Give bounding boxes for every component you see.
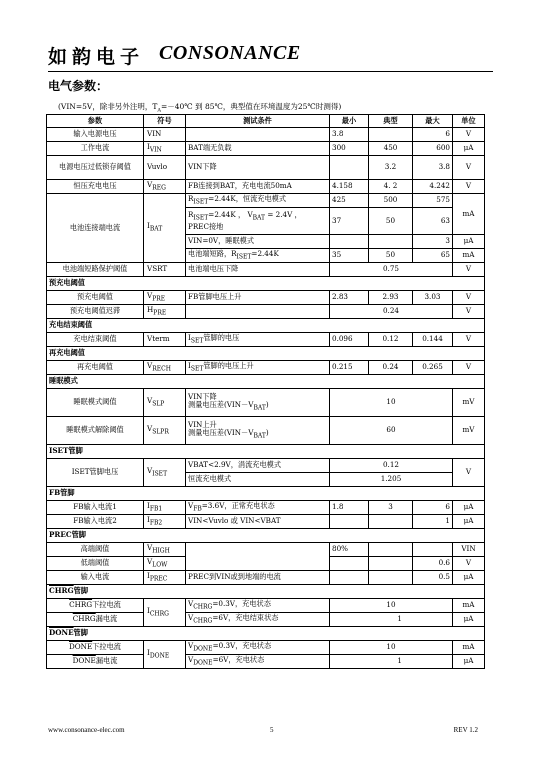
- min-cell: 3.8: [330, 128, 369, 142]
- param-cell: 预充电阈值迟滞: [47, 305, 144, 319]
- max-cell: 0.144: [413, 333, 453, 347]
- unit-cell: V: [453, 180, 485, 194]
- unit-cell: V: [453, 459, 485, 487]
- table-row: [47, 515, 485, 529]
- symbol-main: V: [147, 542, 153, 552]
- unit-cell: μA: [453, 655, 485, 669]
- symbol-cell: [144, 291, 186, 305]
- typ-cell: 450: [369, 142, 413, 156]
- header-typ: 典型: [369, 115, 413, 128]
- cond-part: =6V，充电状态: [212, 654, 265, 664]
- symbol-main: I: [147, 221, 150, 231]
- typ-cell: 10: [330, 641, 453, 655]
- symbol-sub: HIGH: [152, 547, 170, 555]
- unit-cell: V: [453, 156, 485, 180]
- symbol-main: I: [147, 570, 150, 580]
- min-cell: 1.8: [330, 501, 369, 515]
- section-label: [47, 627, 485, 641]
- unit-cell: mV: [453, 389, 485, 417]
- symbol-sub: FB1: [149, 505, 163, 513]
- symbol-main: V: [147, 556, 153, 566]
- condition-cell: [186, 128, 330, 142]
- cond-sub: BAT: [253, 404, 266, 412]
- table-row: [47, 156, 485, 180]
- symbol-sub: BAT: [149, 225, 163, 233]
- symbol-cell: [144, 571, 186, 585]
- min-cell: 35: [330, 249, 369, 263]
- symbol-cell: Vterm: [144, 333, 186, 347]
- min-cell: 4.158: [330, 180, 369, 194]
- typ-cell: [369, 515, 413, 529]
- min-cell: 2.83: [330, 291, 369, 305]
- condition-cell: [186, 389, 330, 417]
- condition-cell: [186, 208, 330, 235]
- symbol-main: I: [147, 514, 150, 524]
- param-cell: FB输入电流1: [47, 501, 144, 515]
- table-row: [47, 263, 485, 277]
- typ-cell: [369, 557, 413, 571]
- header-condition: 测试条件: [186, 115, 330, 128]
- param-cell: 充电结束阈值: [47, 333, 144, 347]
- cond-part: ): [265, 427, 269, 437]
- symbol-cell: [144, 543, 186, 557]
- section-row-recharge: [47, 347, 485, 361]
- unit-cell: μA: [453, 501, 485, 515]
- symbol-sub: ISET: [152, 470, 168, 478]
- cond-part: = 2.4V ，: [265, 210, 302, 220]
- cond-part: V: [188, 612, 194, 622]
- typ-cell: 1.205: [330, 473, 453, 487]
- section-label: PREC管脚: [47, 529, 485, 543]
- param-cell: 电池连接端电流: [47, 194, 144, 263]
- max-cell: 3.8: [413, 156, 453, 180]
- cond-sub: FB: [193, 505, 202, 513]
- typ-cell: 50: [369, 249, 413, 263]
- typ-cell: 4. 2: [369, 180, 413, 194]
- cond-part: V: [188, 500, 194, 510]
- unit-cell: mA: [453, 194, 485, 235]
- condition-cell: 恒流充电模式: [186, 473, 330, 487]
- typ-cell: 0.75: [330, 263, 453, 277]
- param-cell: [47, 655, 144, 669]
- symbol-sub: RECH: [152, 365, 171, 373]
- header-divider: [48, 71, 493, 72]
- symbol-main: I: [147, 605, 150, 615]
- unit-cell: μA: [453, 515, 485, 529]
- symbol-sub: VIN: [149, 146, 162, 154]
- cond-line1: VIN下降: [188, 391, 217, 401]
- section-row-done: [47, 627, 485, 641]
- header-max: 最大: [413, 115, 453, 128]
- brand-chinese-name: 如韵电子: [48, 46, 145, 68]
- param-overlined: DONE: [72, 656, 96, 666]
- param-cell: [47, 613, 144, 627]
- cond-part: V: [188, 598, 194, 608]
- cond-part: 管脚的电压上升: [203, 360, 254, 370]
- table-row: [47, 361, 485, 375]
- max-cell: 6: [413, 128, 453, 142]
- param-cell: 工作电流: [47, 142, 144, 156]
- max-cell: 575: [413, 194, 453, 208]
- unit-cell: mV: [453, 417, 485, 445]
- symbol-cell: [144, 305, 186, 319]
- max-cell: 0.5: [413, 571, 453, 585]
- max-cell: 1: [330, 655, 453, 669]
- condition-cell: VIN下降: [186, 156, 330, 180]
- cond-sub: SET: [190, 365, 204, 373]
- cond-sub: DONE: [193, 659, 213, 667]
- condition-cell: FB管脚电压上升: [186, 291, 330, 305]
- symbol-main: I: [147, 647, 150, 657]
- condition-cell: [186, 655, 330, 669]
- cond-sub: SET: [190, 337, 204, 345]
- condition-cell: [186, 194, 330, 208]
- table-row: [47, 180, 485, 194]
- symbol-sub: PRE: [152, 295, 166, 303]
- cond-part: =2.44K ， V: [208, 210, 253, 220]
- table-row: [47, 291, 485, 305]
- section-title: 电气参数：: [48, 79, 109, 93]
- symbol-cell: VIN: [144, 128, 186, 142]
- unit-cell: V: [453, 305, 485, 319]
- min-cell: 80%: [330, 543, 369, 557]
- min-cell: 425: [330, 194, 369, 208]
- cond-sub: CHRG: [193, 617, 213, 625]
- table-row: [47, 655, 485, 669]
- condition-cell: BAT端无负载: [186, 142, 330, 156]
- table-row: [47, 194, 485, 208]
- typ-cell: 10: [330, 389, 453, 417]
- condition-cell: PREC到VIN或到地端的电流: [186, 571, 330, 585]
- max-cell: [413, 543, 453, 557]
- unit-cell: V: [453, 263, 485, 277]
- typ-cell: [369, 543, 413, 557]
- condition-cell: [186, 361, 330, 375]
- param-cell: [47, 641, 144, 655]
- cond-line2: PREC接地: [188, 221, 224, 231]
- min-cell: [330, 156, 369, 180]
- symbol-main: I: [147, 500, 150, 510]
- unit-cell: μA: [453, 235, 485, 249]
- symbol-sub: FB2: [149, 519, 163, 527]
- section-label-suffix: 管脚: [73, 628, 88, 638]
- typ-cell: 50: [369, 208, 413, 235]
- table-row: [47, 417, 485, 445]
- unit-cell: V: [453, 333, 485, 347]
- section-label: [47, 585, 485, 599]
- param-suffix: 下拉电流: [92, 600, 121, 610]
- param-cell: 睡眠模式阈值: [47, 389, 144, 417]
- condition-cell: 电池端电压下降: [186, 263, 330, 277]
- symbol-main: V: [147, 423, 153, 433]
- section-label: 充电结束阈值: [47, 319, 485, 333]
- cond-part: 测量电压差(VIN－V: [188, 399, 254, 409]
- condition-cell: FB连接到BAT，充电电流50mA: [186, 180, 330, 194]
- symbol-main: V: [147, 360, 153, 370]
- typ-cell: 0.24: [330, 305, 453, 319]
- typ-cell: 60: [330, 417, 453, 445]
- cond-line1: VIN上升: [188, 419, 217, 429]
- typ-cell: 0.12: [369, 333, 413, 347]
- section-row-termination: [47, 319, 485, 333]
- symbol-cell: [144, 389, 186, 417]
- unit-cell: mA: [453, 249, 485, 263]
- cond-sub: DONE: [193, 645, 213, 653]
- max-cell: 3.03: [413, 291, 453, 305]
- unit-cell: V: [453, 557, 485, 571]
- symbol-main: V: [147, 395, 153, 405]
- unit-cell: μA: [453, 613, 485, 627]
- symbol-sub: SLPR: [152, 428, 169, 436]
- symbol-cell: [144, 515, 186, 529]
- section-label: 睡眠模式: [47, 375, 485, 389]
- cond-sub: CHRG: [193, 603, 213, 611]
- cond-sub: ISET: [193, 214, 209, 222]
- section-row-iset: [47, 445, 485, 459]
- table-row: [47, 128, 485, 142]
- cond-part: R: [188, 210, 194, 220]
- section-label: 预充电阈值: [47, 277, 485, 291]
- min-cell: 37: [330, 208, 369, 235]
- param-overlined: DONE: [69, 642, 93, 652]
- unit-cell: VIN: [453, 543, 485, 557]
- symbol-cell: VSRT: [144, 263, 186, 277]
- typ-cell: 0.24: [369, 361, 413, 375]
- cond-part: 电池端短路，R: [188, 248, 237, 258]
- header-symbol: 符号: [144, 115, 186, 128]
- cond-part: V: [188, 640, 194, 650]
- section-label: FB管脚: [47, 487, 485, 501]
- min-cell: [330, 571, 369, 585]
- symbol-main: V: [147, 179, 153, 189]
- max-cell: 600: [413, 142, 453, 156]
- condition-cell: [186, 417, 330, 445]
- section-row-precharge: [47, 277, 485, 291]
- cond-part: I: [188, 332, 191, 342]
- cond-part: =2.44K，恒流充电模式: [208, 193, 287, 203]
- typ-cell: [369, 128, 413, 142]
- param-cell: ISET管脚电压: [47, 459, 144, 487]
- param-cell: 输入电源电压: [47, 128, 144, 142]
- param-cell: 睡眠模式解除阈值: [47, 417, 144, 445]
- unit-cell: V: [453, 128, 485, 142]
- section-label-overlined: DONE: [49, 628, 74, 638]
- cond-part: 测量电压差(VIN－V: [188, 427, 254, 437]
- cond-part: R: [188, 193, 194, 203]
- typ-cell: 3.2: [369, 156, 413, 180]
- typ-cell: 0.12: [330, 459, 453, 473]
- max-cell: 3: [413, 235, 453, 249]
- symbol-main: V: [147, 465, 153, 475]
- unit-cell: μA: [453, 571, 485, 585]
- param-overlined: CHRG: [72, 614, 96, 624]
- footer-page-number: 5: [270, 726, 274, 734]
- param-cell: FB输入电流2: [47, 515, 144, 529]
- condition-cell: [186, 641, 330, 655]
- table-row: [47, 459, 485, 473]
- header-min: 最小: [330, 115, 369, 128]
- symbol-cell: [144, 142, 186, 156]
- cond-part: =0.3V，充电状态: [212, 598, 271, 608]
- param-suffix: 漏电流: [95, 614, 118, 624]
- typ-cell: [369, 235, 413, 249]
- symbol-cell: [144, 417, 186, 445]
- table-row: [47, 333, 485, 347]
- min-cell: 0.215: [330, 361, 369, 375]
- symbol-cell: [144, 641, 186, 669]
- unit-cell: V: [453, 361, 485, 375]
- typ-cell: 500: [369, 194, 413, 208]
- cond-part: =2.44K: [251, 248, 279, 258]
- param-cell: 高端阈值: [47, 543, 144, 557]
- section-label: ISET管脚: [47, 445, 485, 459]
- min-cell: 300: [330, 142, 369, 156]
- electrical-parameters-table: [46, 114, 485, 669]
- condition-cell: [186, 501, 330, 515]
- table-row: [47, 305, 485, 319]
- typ-cell: 2.93: [369, 291, 413, 305]
- max-cell: 1: [330, 613, 453, 627]
- section-row-fb: [47, 487, 485, 501]
- cond-part: =6V，充电结束状态: [212, 612, 279, 622]
- typ-cell: 10: [330, 599, 453, 613]
- condition-cell: VIN=0V，睡眠模式: [186, 235, 330, 249]
- table-row: [47, 599, 485, 613]
- param-overlined: CHRG: [69, 600, 93, 610]
- section-label: 再充电阈值: [47, 347, 485, 361]
- table-row: [47, 613, 485, 627]
- cond-part: 管脚的电压: [203, 332, 240, 342]
- footer-website: www.consonance-elec.com: [48, 726, 125, 734]
- symbol-cell: [144, 361, 186, 375]
- typ-cell: 3: [369, 501, 413, 515]
- param-suffix: 漏电流: [95, 656, 118, 666]
- min-cell: 0.096: [330, 333, 369, 347]
- cond-sub: ISET: [193, 198, 209, 206]
- unit-cell: mA: [453, 599, 485, 613]
- section-row-chrg: [47, 585, 485, 599]
- cond-part: I: [188, 360, 191, 370]
- test-conditions-note: [58, 101, 341, 114]
- footer-revision: REV 1.2: [453, 726, 478, 734]
- section-label-suffix: 管脚: [73, 586, 89, 596]
- symbol-sub: PRE: [153, 309, 167, 317]
- symbol-sub: LOW: [152, 561, 168, 569]
- table-row: [47, 571, 485, 585]
- symbol-cell: [144, 194, 186, 263]
- cond-sub: ISET: [236, 253, 252, 261]
- condition-cell: [186, 599, 330, 613]
- section-row-prec: [47, 529, 485, 543]
- condition-cell: [186, 333, 330, 347]
- unit-cell: μA: [453, 142, 485, 156]
- min-cell: [330, 235, 369, 249]
- symbol-cell: [144, 557, 186, 571]
- symbol-sub: PREC: [149, 575, 168, 583]
- max-cell: 0.265: [413, 361, 453, 375]
- max-cell: 1: [413, 515, 453, 529]
- param-cell: 低端阈值: [47, 557, 144, 571]
- cond-sub: BAT: [252, 214, 266, 222]
- unit-cell: V: [453, 291, 485, 305]
- condition-cell: VIN<Vuvlo 或 VIN<VBAT: [186, 515, 330, 529]
- symbol-cell: Vuvlo: [144, 156, 186, 180]
- table-row: [47, 501, 485, 515]
- table-header-row: [47, 115, 485, 128]
- conditions-subscript: A: [157, 107, 161, 114]
- min-cell: [330, 515, 369, 529]
- cond-part: ): [265, 399, 269, 409]
- param-cell: 预充电阈值: [47, 291, 144, 305]
- max-cell: 63: [413, 208, 453, 235]
- param-cell: 恒压充电电压: [47, 180, 144, 194]
- unit-cell: mA: [453, 641, 485, 655]
- section-label-overlined: CHRG: [49, 586, 74, 596]
- param-cell: 输入电流: [47, 571, 144, 585]
- symbol-sub: DONE: [149, 652, 170, 660]
- symbol-cell: [144, 180, 186, 194]
- symbol-main: V: [147, 290, 153, 300]
- symbol-cell: [144, 599, 186, 627]
- table-row: [47, 389, 485, 417]
- symbol-main: I: [147, 141, 150, 151]
- header-param: 参数: [47, 115, 144, 128]
- symbol-cell: [144, 501, 186, 515]
- cond-part: V: [188, 654, 194, 664]
- condition-cell: [186, 305, 330, 319]
- header-unit: 单位: [453, 115, 485, 128]
- max-cell: 6: [413, 501, 453, 515]
- conditions-suffix: =－40℃ 到 85℃，典型值在环境温度为25℃时测得): [160, 102, 342, 111]
- conditions-prefix: (VIN=5V，除非另外注明，T: [58, 102, 158, 111]
- condition-cell: VBAT<2.9V，涓流充电模式: [186, 459, 330, 473]
- condition-cell: [186, 613, 330, 627]
- symbol-main: H: [147, 304, 154, 314]
- typ-cell: [369, 571, 413, 585]
- param-cell: 再充电阈值: [47, 361, 144, 375]
- table-row: [47, 543, 485, 557]
- min-cell: [330, 557, 369, 571]
- symbol-sub: REG: [152, 184, 166, 192]
- brand-english-name: CONSONANCE: [159, 42, 301, 64]
- condition-cell: [186, 249, 330, 263]
- cond-part: =0.3V，充电状态: [212, 640, 272, 650]
- condition-cell: [186, 543, 330, 571]
- param-cell: [47, 599, 144, 613]
- max-cell: 4.242: [413, 180, 453, 194]
- param-cell: 电源电压过低锁存阈值: [47, 156, 144, 180]
- cond-part: =3.6V，正常充电状态: [201, 500, 275, 510]
- max-cell: 0.6: [413, 557, 453, 571]
- max-cell: 65: [413, 249, 453, 263]
- symbol-sub: CHRG: [149, 610, 169, 618]
- param-suffix: 下拉电流: [92, 642, 121, 652]
- table-row: [47, 142, 485, 156]
- section-row-sleep: [47, 375, 485, 389]
- table-row: [47, 641, 485, 655]
- page-header: [48, 40, 493, 70]
- symbol-cell: [144, 459, 186, 487]
- cond-sub: BAT: [253, 432, 266, 440]
- symbol-sub: SLP: [152, 400, 165, 408]
- param-cell: 电池端短路保护阈值: [47, 263, 144, 277]
